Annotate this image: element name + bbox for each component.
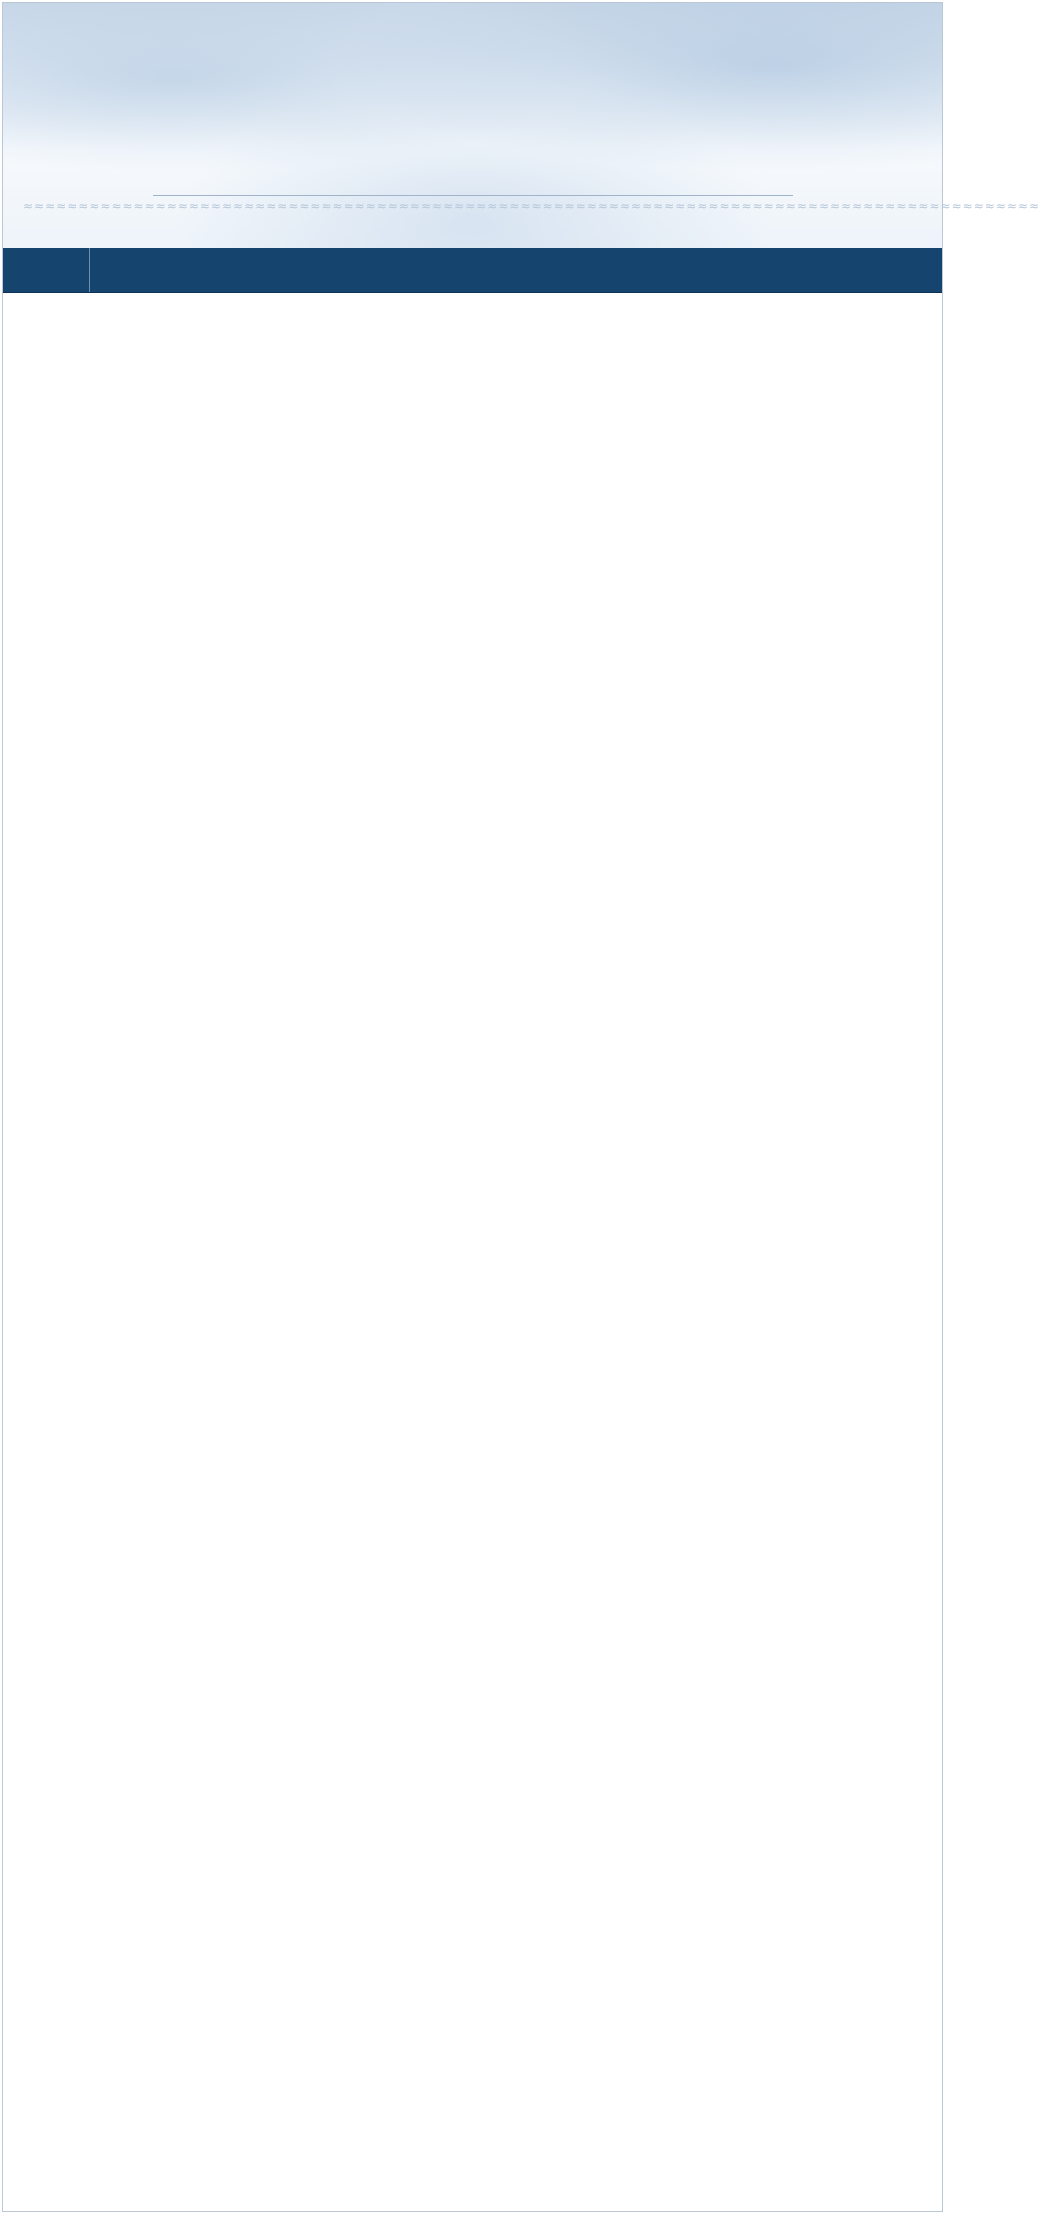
header-banner <box>3 3 1040 253</box>
column-header-date <box>3 248 90 292</box>
decorative-border: ≈≈≈≈≈≈≈≈≈≈≈≈≈≈≈≈≈≈≈≈≈≈≈≈≈≈≈≈≈≈≈≈≈≈≈≈≈≈≈≈≈≈≈≈≈≈≈≈≈≈≈≈≈≈≈≈≈≈≈≈≈≈≈≈≈≈≈≈≈≈≈≈≈≈≈≈≈≈≈≈≈≈≈≈≈≈≈≈≈≈≈≈ <box>23 199 1040 213</box>
header-divider <box>153 195 793 196</box>
calendar-page <box>2 2 1040 2212</box>
table-header <box>3 248 942 293</box>
month-heading <box>3 121 942 167</box>
footer-copyright <box>3 2139 942 2211</box>
column-header-details <box>90 248 942 292</box>
